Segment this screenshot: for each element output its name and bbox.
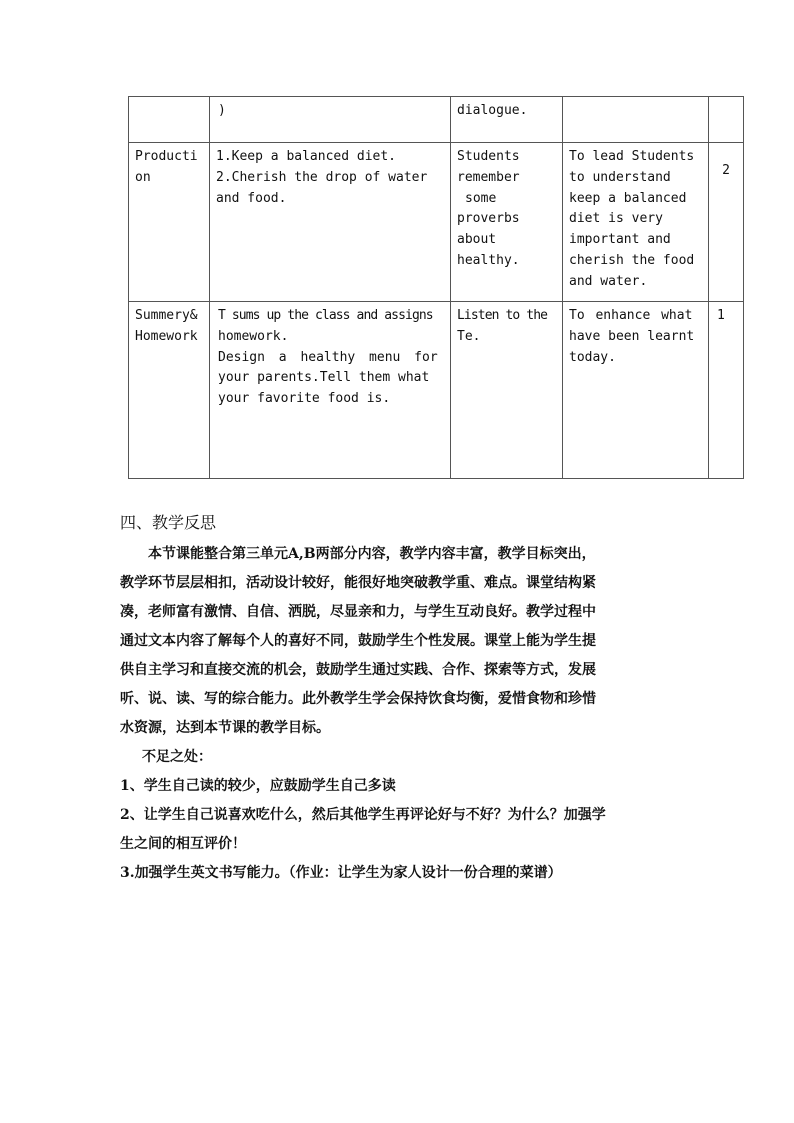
content-cell: ) xyxy=(210,97,451,143)
student-line: remember xyxy=(457,169,520,185)
reflection-body xyxy=(120,540,680,888)
stage-line: Summery& xyxy=(135,308,198,323)
reflection-line: 本节课能整合第三单元A,B两部分内容，教学内容丰富，教学目标突出， xyxy=(148,546,596,562)
time-cell xyxy=(709,97,744,143)
reflection-line: 水资源，达到本节课的教学目标。 xyxy=(120,720,330,736)
purpose-line: have been learnt xyxy=(569,328,695,344)
stage-line: Homework xyxy=(135,328,198,344)
purpose-line: and water. xyxy=(569,273,648,289)
purpose-line: keep a balanced xyxy=(569,190,687,206)
shortcomings-title: 不足之处： xyxy=(142,749,212,765)
shortcoming-item: 1、学生自己读的较少，应鼓励学生自己多读 xyxy=(120,778,396,794)
student-line: some xyxy=(465,190,497,206)
student-activity-cell xyxy=(451,302,563,479)
purpose-line: diet is very xyxy=(569,211,663,227)
reflection-line: 供自主学习和直接交流的机会，鼓励学生通过实践、合作、探索等方式，发展 xyxy=(120,662,596,678)
student-line: Listen to the xyxy=(457,308,548,323)
shortcoming-item: 3.加强学生英文书写能力。（作业：让学生为家人设计一份合理的菜谱） xyxy=(120,865,562,881)
shortcoming-item: 2、让学生自己说喜欢吃什么，然后其他学生再评论好与不好？为什么？加强学 xyxy=(120,807,606,823)
purpose-line: today. xyxy=(569,349,616,365)
purpose-cell xyxy=(563,302,709,479)
content-cell xyxy=(210,302,451,479)
student-line: healthy. xyxy=(457,252,520,268)
purpose-cell xyxy=(563,143,709,302)
stage-cell: Production xyxy=(129,143,210,302)
table-row xyxy=(129,97,744,143)
student-line: about xyxy=(457,232,497,248)
student-activity-cell: dialogue. xyxy=(451,97,563,143)
student-line: Te. xyxy=(457,328,481,344)
lesson-plan-table xyxy=(128,96,744,479)
content-line: 2.Cherish the drop of water xyxy=(216,169,428,185)
reflection-line: 教学环节层层相扣，活动设计较好，能很好地突破教学重、难点。课堂结构紧 xyxy=(120,575,596,591)
purpose-line: to understand xyxy=(569,169,671,185)
purpose-line: cherish the food xyxy=(569,252,695,268)
table-row xyxy=(129,143,744,302)
table-row xyxy=(129,302,744,479)
content-line: Design a healthy menu for xyxy=(218,349,438,365)
content-line: homework. xyxy=(218,328,289,344)
content-line: and food. xyxy=(216,190,287,206)
content-line: your parents.Tell them what xyxy=(218,370,430,386)
time-cell: 1 xyxy=(709,302,744,479)
stage-cell xyxy=(129,302,210,479)
time-cell: 2 xyxy=(709,143,744,302)
student-activity-cell xyxy=(451,143,563,302)
reflection-line: 通过文本内容了解每个人的喜好不同，鼓励学生个性发展。课堂上能为学生提 xyxy=(120,633,596,649)
purpose-line: important and xyxy=(569,232,671,248)
shortcoming-item: 生之间的相互评价！ xyxy=(120,836,246,852)
reflection-line: 凑，老师富有激情、自信、洒脱，尽显亲和力，与学生互动良好。教学过程中 xyxy=(120,604,596,620)
reflection-heading: 四、教学反思 xyxy=(120,513,217,532)
content-line: your favorite food is. xyxy=(218,391,391,407)
reflection-line: 听、说、读、写的综合能力。此外教学生学会保持饮食均衡，爱惜食物和珍惜 xyxy=(120,691,596,707)
student-line: Students xyxy=(457,149,520,164)
purpose-cell xyxy=(563,97,709,143)
purpose-line: To enhance what xyxy=(569,308,693,323)
content-line: T sums up the class and assigns xyxy=(218,308,433,323)
purpose-line: To lead Students xyxy=(569,149,695,164)
content-cell xyxy=(210,143,451,302)
student-line: proverbs xyxy=(457,211,520,227)
stage-cell xyxy=(129,97,210,143)
content-line: 1.Keep a balanced diet. xyxy=(216,149,397,164)
